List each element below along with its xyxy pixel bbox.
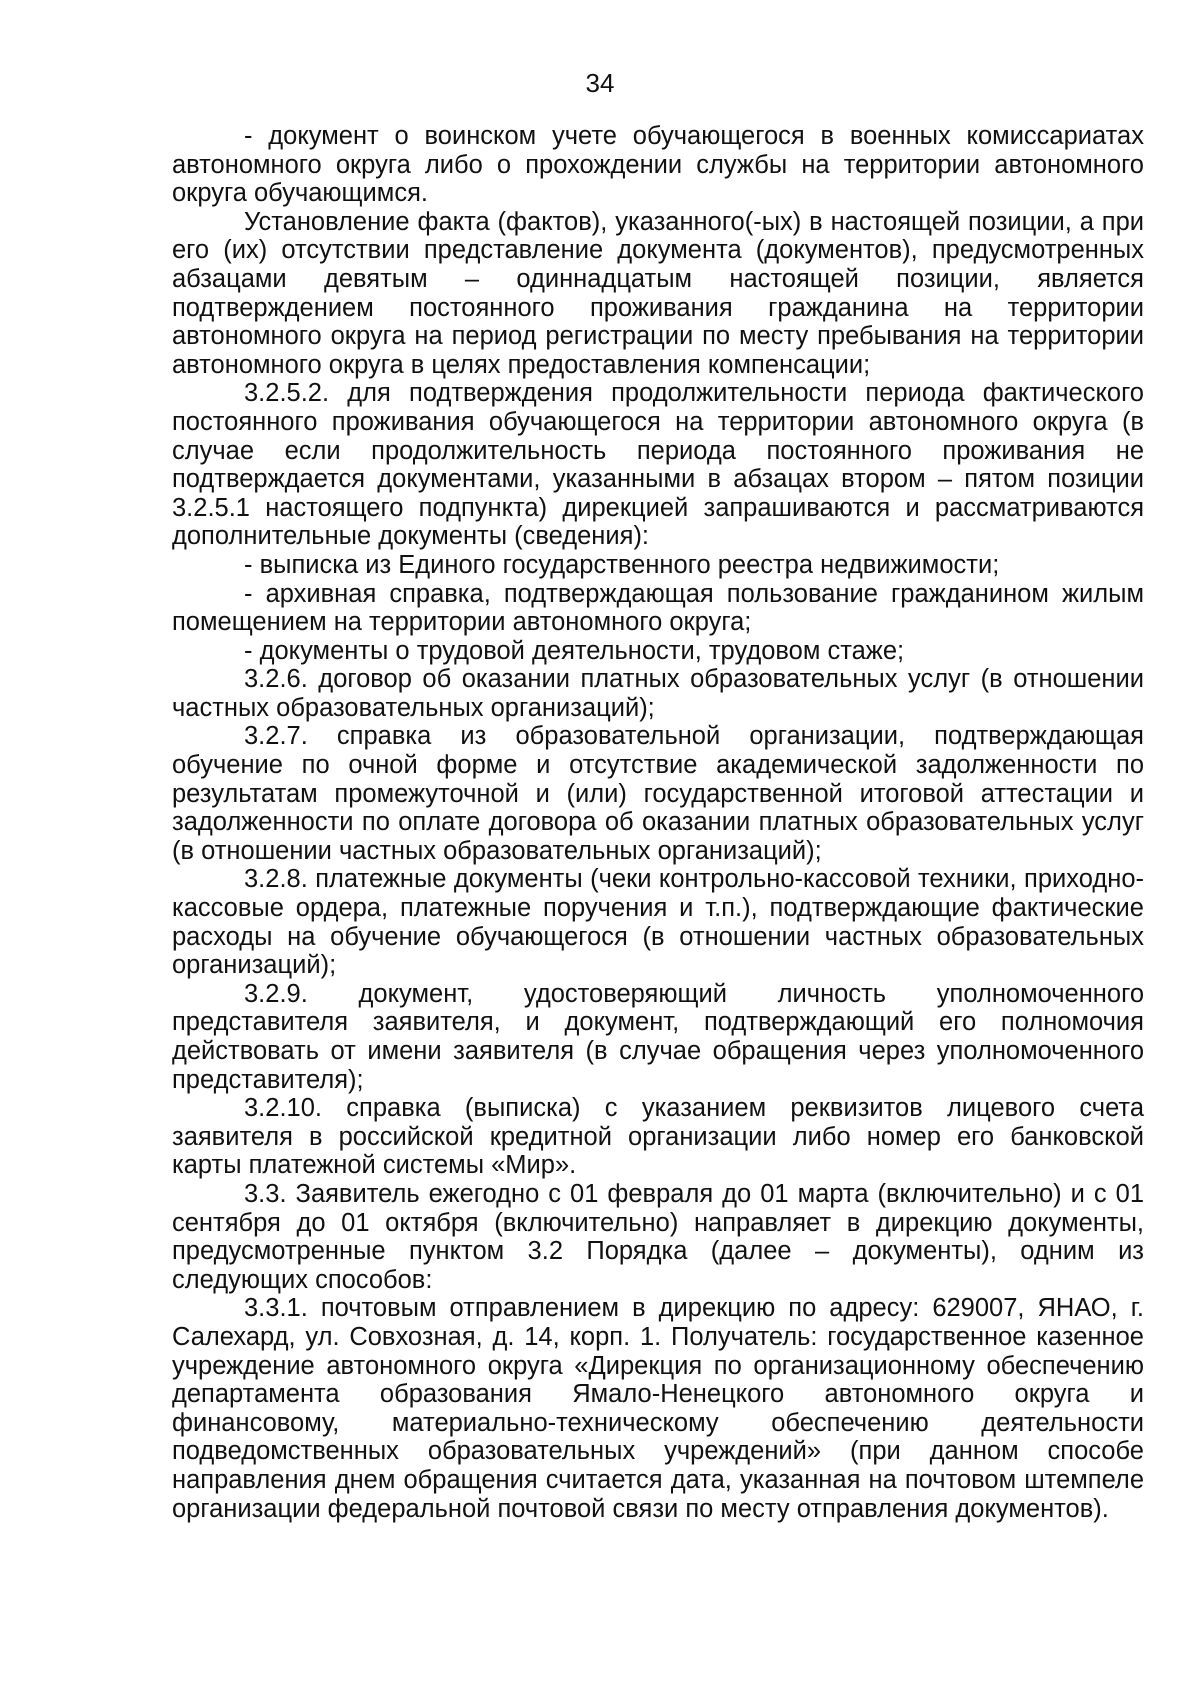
paragraph-3-2-5-2: 3.2.5.2. для подтверждения продолжительности периода фактического постоянного проживания обучающегося на территории автономного округа (в случае если продолжительность периода постоянного проживания не подтверждается документами, указанными в абзацах втором – пятом позиции 3.2.5.1 настоящего подпункта) дирекцией запрашиваются и рассматриваются дополнительные документы (сведения): [172, 379, 1144, 551]
paragraph-military-registration-document: - документ о воинском учете обучающегося в военных комиссариатах автономного округа либо о прохождении службы на территории автономного округа обучающимся. [172, 122, 1144, 208]
list-item-employment-documents: - документы о трудовой деятельности, трудовом стаже; [244, 636, 905, 665]
list-item-archive-certificate: - архивная справка, подтверждающая пользование гражданином жилым помещением на территории автономного округа; [172, 579, 1144, 637]
paragraph-3-2-8: 3.2.8. платежные документы (чеки контрольно-кассовой техники, приходно-кассовые ордера, платежные поручения и т.п.), подтверждающие фактические расходы на обучение обучающегося (в отношении частных образовательных организаций); [172, 865, 1144, 980]
paragraph-3-3-1: 3.3.1. почтовым отправлением в дирекцию по адресу: 629007, ЯНАО, г. Салехард, ул. Совхозная, д. 14, корп. 1. Получатель: государственное казенное учреждение автономного округа «Дирекция по организационному обеспечению департамента образования Ямало-Ненецкого автономного округа и финансовому, материально-техническому обеспечению деятельности подведомственных образовательных учреждений» (при данном способе направления днем обращения считается дата, указанная на почтовом штемпеле организации федеральной почтовой связи по месту отправления документов). [172, 1294, 1144, 1523]
document-body [172, 122, 1144, 1523]
list-item-property-register-extract: - выписка из Единого государственного реестра недвижимости; [244, 550, 1000, 579]
paragraph-3-2-7: 3.2.7. справка из образовательной организации, подтверждающая обучение по очной форме и отсутствие академической задолженности по результатам промежуточной и (или) государственной итоговой аттестации и задолженности по оплате договора об оказании платных образовательных услуг (в отношении частных образовательных организаций); [172, 722, 1144, 865]
paragraph-3-2-9: 3.2.9. документ, удостоверяющий личность уполномоченного представителя заявителя, и документ, подтверждающий его полномочия действовать от имени заявителя (в случае обращения через уполномоченного представителя); [172, 979, 1144, 1094]
paragraph-residence-fact: Установление факта (фактов), указанного(-ых) в настоящей позиции, а при его (их) отсутствии представление документа (документов), предусмотренных абзацами девятым – одиннадцатым настоящей позиции, является подтверждением постоянного проживания гражданина на территории автономного округа на период регистрации по месту пребывания на территории автономного округа в целях предоставления компенсации; [172, 207, 1144, 379]
paragraph-3-2-6: 3.2.6. договор об оказании платных образовательных услуг (в отношении частных образовательных организаций); [172, 665, 1144, 722]
paragraph-3-2-10: 3.2.10. справка (выписка) с указанием реквизитов лицевого счета заявителя в российской кредитной организации либо номер его банковской карты платежной системы «Мир». [172, 1094, 1144, 1180]
paragraph-3-3: 3.3. Заявитель ежегодно с 01 февраля до 01 марта (включительно) и с 01 сентября до 01 октября (включительно) направляет в дирекцию документы, предусмотренные пунктом 3.2 Порядка (далее – документы), одним из следующих способов: [172, 1179, 1144, 1294]
page-number: 34 [585, 68, 615, 98]
